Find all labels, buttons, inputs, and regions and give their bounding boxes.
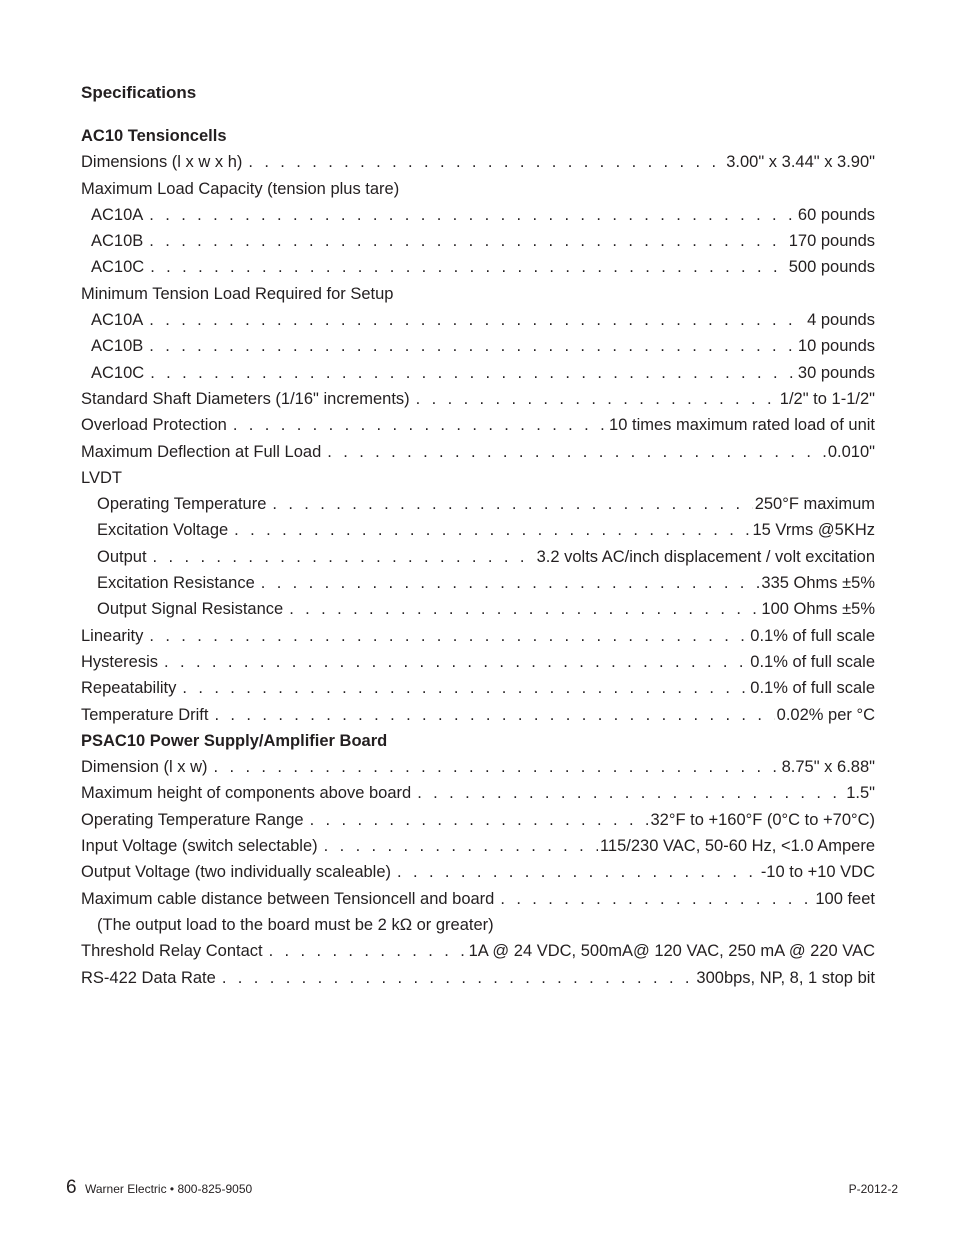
spec-value: 3.00" x 3.44" x 3.90" xyxy=(726,153,875,172)
page-title: Specifications xyxy=(81,83,197,102)
spec-value: 0.010" xyxy=(827,442,875,461)
spec-row xyxy=(81,228,875,254)
spec-group-label xyxy=(81,465,875,491)
spec-label: AC10A xyxy=(91,205,144,224)
spec-value: 8.75" x 6.88" xyxy=(781,758,875,777)
spec-row xyxy=(81,886,875,912)
dot-leader xyxy=(234,517,750,543)
page-footer xyxy=(66,1176,898,1200)
spec-row xyxy=(81,412,875,438)
spec-value: 0.02% per °C xyxy=(776,705,875,724)
spec-row xyxy=(81,807,875,833)
spec-value: 500 pounds xyxy=(788,258,875,277)
spec-list xyxy=(81,123,875,991)
spec-value: -10 to +10 VDC xyxy=(760,863,875,882)
spec-label: Maximum height of components above board xyxy=(81,784,412,803)
section-heading xyxy=(81,728,875,754)
spec-row xyxy=(81,649,875,675)
spec-label: Output xyxy=(97,547,147,566)
spec-value: 10 times maximum rated load of unit xyxy=(609,416,875,435)
spec-value: 250°F maximum xyxy=(754,495,875,514)
spec-value: 30 pounds xyxy=(797,363,875,382)
spec-value: 0.1% of full scale xyxy=(750,652,875,671)
spec-row xyxy=(81,754,875,780)
dot-leader xyxy=(153,544,535,570)
dot-leader xyxy=(150,254,787,280)
spec-value: 335 Ohms ±5% xyxy=(761,574,875,593)
spec-row xyxy=(81,675,875,701)
spec-label: Output Voltage (two individually scaleable) xyxy=(81,863,392,882)
dot-leader xyxy=(261,570,760,596)
dot-leader xyxy=(327,439,826,465)
spec-label: AC10C xyxy=(91,363,145,382)
spec-row xyxy=(81,780,875,806)
dot-leader xyxy=(324,833,598,859)
spec-value: 300bps, NP, 8, 1 stop bit xyxy=(696,968,875,987)
spec-label: Operating Temperature xyxy=(97,495,267,514)
document-number: P-2012-2 xyxy=(848,1182,898,1196)
spec-label: Dimension (l x w) xyxy=(81,758,208,777)
spec-value: 60 pounds xyxy=(797,205,875,224)
dot-leader xyxy=(149,228,786,254)
spec-row xyxy=(81,333,875,359)
spec-value: 1/2" to 1-1/2" xyxy=(779,389,875,408)
spec-group-label xyxy=(81,176,875,202)
spec-label: Hysteresis xyxy=(81,652,159,671)
spec-label: RS-422 Data Rate xyxy=(81,968,216,987)
spec-label: AC10 Tensioncells xyxy=(81,127,227,145)
dot-leader xyxy=(417,780,844,806)
dot-leader xyxy=(150,360,796,386)
spec-label: Dimensions (l x w x h) xyxy=(81,153,243,172)
spec-row xyxy=(81,833,875,859)
spec-value: 0.1% of full scale xyxy=(750,679,875,698)
spec-label: Maximum Load Capacity (tension plus tare) xyxy=(81,179,400,198)
spec-label: Overload Protection xyxy=(81,416,227,435)
dot-leader xyxy=(149,333,796,359)
spec-label: Maximum cable distance between Tensioncell and board xyxy=(81,889,495,908)
dot-leader xyxy=(164,649,748,675)
spec-row xyxy=(81,623,875,649)
spec-label: Repeatability xyxy=(81,679,177,698)
spec-row xyxy=(81,544,875,570)
dot-leader xyxy=(416,386,778,412)
dot-leader xyxy=(149,623,748,649)
spec-row xyxy=(81,202,875,228)
dot-leader xyxy=(272,491,752,517)
dot-leader xyxy=(248,149,724,175)
spec-value: 115/230 VAC, 50-60 Hz, <1.0 Ampere xyxy=(599,837,875,856)
dot-leader xyxy=(269,938,467,964)
spec-row xyxy=(81,149,875,175)
dot-leader xyxy=(289,596,759,622)
spec-row xyxy=(81,938,875,964)
footer-company: Warner Electric • 800-825-9050 xyxy=(85,1182,253,1196)
spec-label: Operating Temperature Range xyxy=(81,810,304,829)
spec-value: 1.5" xyxy=(846,784,875,803)
dot-leader xyxy=(182,675,748,701)
spec-value: 100 feet xyxy=(815,889,875,908)
dot-leader xyxy=(214,754,780,780)
dot-leader xyxy=(222,965,695,991)
spec-label: Temperature Drift xyxy=(81,705,209,724)
dot-leader xyxy=(500,886,813,912)
spec-label: (The output load to the board must be 2 kΩ or greater) xyxy=(97,915,494,934)
spec-row xyxy=(81,965,875,991)
spec-value: 1A @ 24 VDC, 500mA@ 120 VAC, 250 mA @ 220 VAC xyxy=(468,942,875,961)
spec-label: PSAC10 Power Supply/Amplifier Board xyxy=(81,731,388,750)
dot-leader xyxy=(149,307,805,333)
spec-row xyxy=(81,307,875,333)
spec-label: AC10A xyxy=(91,311,144,330)
spec-row xyxy=(81,386,875,412)
spec-row xyxy=(81,254,875,280)
spec-label: Threshold Relay Contact xyxy=(81,942,263,961)
spec-value: 10 pounds xyxy=(797,337,875,356)
spec-row xyxy=(81,491,875,517)
spec-label: AC10C xyxy=(91,258,145,277)
spec-value: 4 pounds xyxy=(807,311,875,330)
spec-label: LVDT xyxy=(81,468,122,487)
page-number: 6 xyxy=(66,1177,77,1198)
spec-label: Maximum Deflection at Full Load xyxy=(81,442,322,461)
dot-leader xyxy=(214,702,774,728)
spec-label: Standard Shaft Diameters (1/16" increments) xyxy=(81,389,410,408)
spec-value: 3.2 volts AC/inch displacement / volt excitation xyxy=(536,547,875,566)
spec-row xyxy=(81,439,875,465)
spec-row xyxy=(81,360,875,386)
section-heading xyxy=(81,123,875,149)
spec-value: 170 pounds xyxy=(788,232,875,251)
spec-row xyxy=(81,570,875,596)
spec-group-label xyxy=(81,912,875,938)
spec-row xyxy=(81,702,875,728)
dot-leader xyxy=(310,807,649,833)
dot-leader xyxy=(397,859,759,885)
spec-label: Input Voltage (switch selectable) xyxy=(81,837,318,856)
spec-label: Minimum Tension Load Required for Setup xyxy=(81,284,394,303)
spec-group-label xyxy=(81,281,875,307)
dot-leader xyxy=(149,202,796,228)
spec-value: 32°F to +160°F (0°C to +70°C) xyxy=(650,810,875,829)
spec-label: AC10B xyxy=(91,232,144,251)
spec-label: Excitation Voltage xyxy=(97,521,229,540)
spec-row xyxy=(81,517,875,543)
spec-value: 15 Vrms @5KHz xyxy=(752,521,875,540)
spec-value: 0.1% of full scale xyxy=(750,626,875,645)
spec-label: Excitation Resistance xyxy=(97,574,255,593)
dot-leader xyxy=(233,412,607,438)
spec-row xyxy=(81,859,875,885)
spec-label: Output Signal Resistance xyxy=(97,600,284,619)
spec-label: Linearity xyxy=(81,626,144,645)
spec-label: AC10B xyxy=(91,337,144,356)
spec-value: 100 Ohms ±5% xyxy=(761,600,875,619)
spec-row xyxy=(81,596,875,622)
